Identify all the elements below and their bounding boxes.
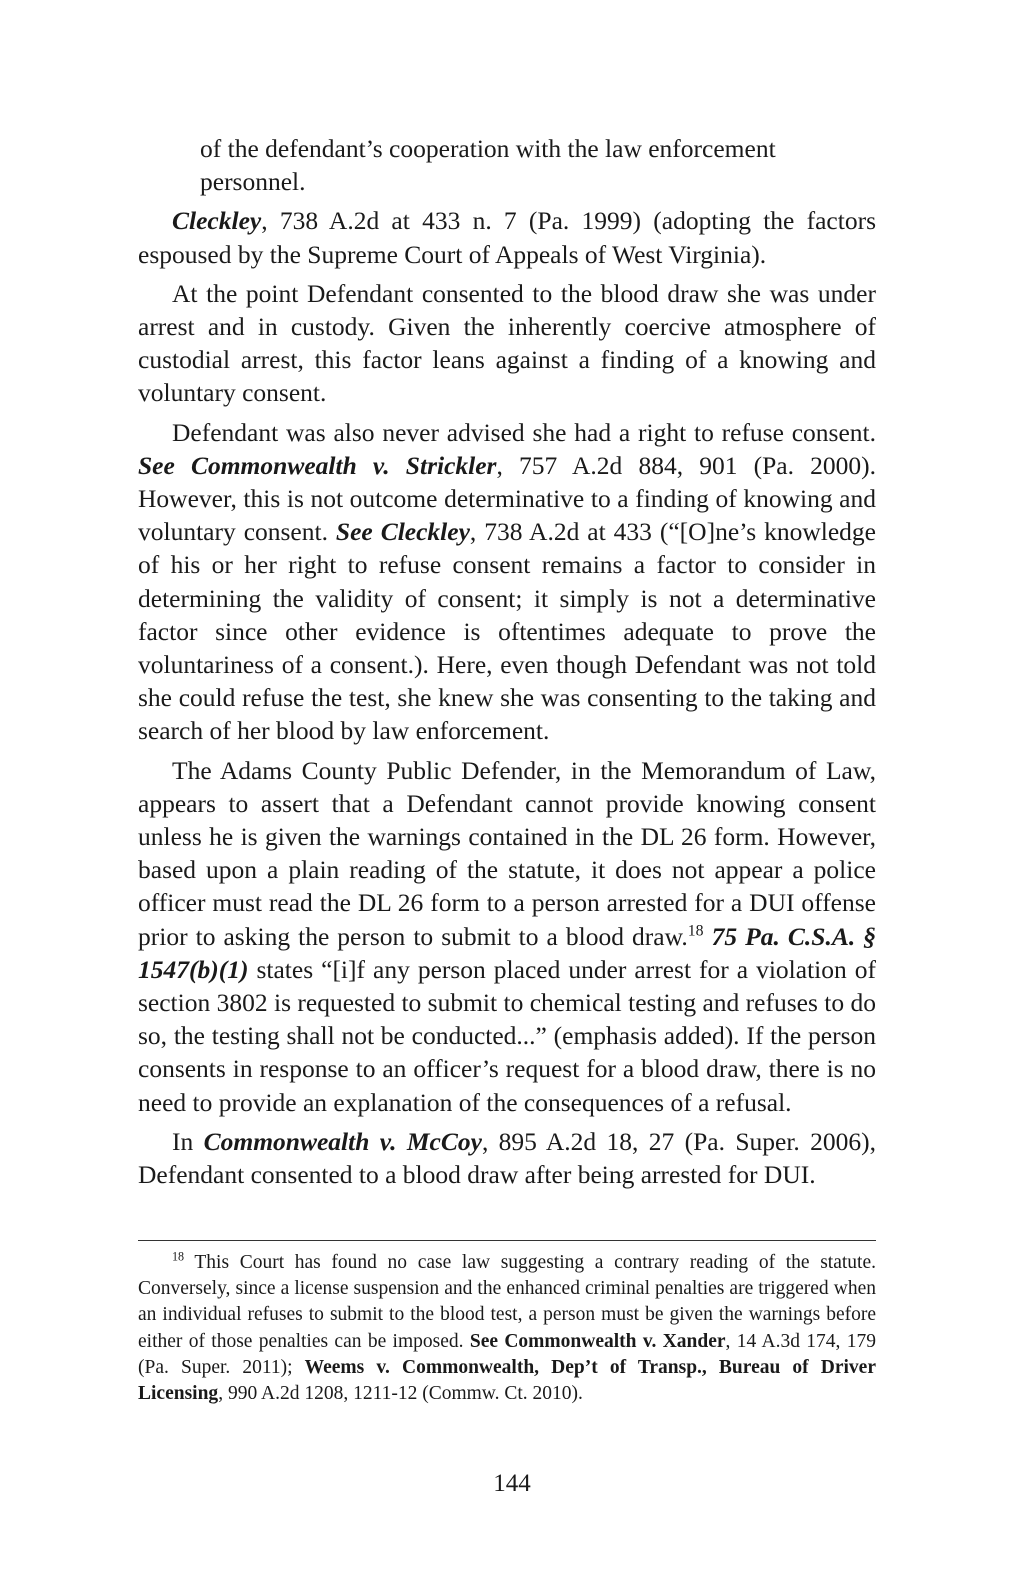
- quote-continuation: of the defendant’s cooperation with the law enforcement personnel.: [200, 134, 776, 197]
- footnote-text: , 990 A.2d 1208, 1211-12 (Commw. Ct. 2010).: [218, 1383, 583, 1405]
- paragraph-text: The Adams County Public Defender, in the Memorandum of Law, appears to assert that a Defendant cannot provide knowing consent unless he is given the warnings contained in the DL 26 form. However, based upon a plain reading of the statute, it does not appear a police officer must read the DL 26 form to a person arrested for a DUI offense prior to asking the person to submit to a blood draw.: [138, 755, 876, 951]
- footnote-text: This Court has found no case law suggesting a contrary reading of the statute. Conversely, since a license suspension and the enhanced criminal penalties are triggered when an individual refuses to submit to the blood test, a person must be given the warnings before either of those penalties can be imposed.: [138, 1252, 876, 1352]
- citation-text: , 738 A.2d at 433 n. 7 (Pa. 1999) (adopting the factors espoused by the Supreme Court of Appeals of West Virginia).: [138, 206, 876, 269]
- case-name: See Cleckley: [335, 517, 470, 547]
- case-name: Commonwealth v. McCoy: [203, 1126, 482, 1156]
- dl26-paragraph: [138, 754, 876, 1119]
- footnote-reference: 18: [687, 922, 704, 940]
- refusal-paragraph: [138, 416, 876, 748]
- footnote-number: 18: [172, 1249, 185, 1264]
- case-name: See Commonwealth v. Xander: [469, 1330, 726, 1352]
- paragraph-text: , 895 A.2d 18, 27 (Pa. Super. 2006), Defendant consented to a blood draw after being arrested for DUI.: [138, 1126, 877, 1190]
- statute-citation: 75 Pa. C.S.A. § 1547(b)(1): [138, 921, 876, 984]
- case-name: See Commonwealth v. Strickler: [138, 450, 497, 480]
- paragraph-text: , 757 A.2d 884, 901 (Pa. 2000). However, this is not outcome determinative to a finding of knowing and voluntary consent.: [138, 450, 876, 547]
- footnote: [138, 1250, 876, 1407]
- custody-paragraph: At the point Defendant consented to the blood draw she was under arrest and in custody. Given the inherently coercive atmosphere of custodial arrest, this factor leans against a finding of a knowing and voluntary consent.: [138, 278, 876, 408]
- paragraph-text: Defendant was also never advised she had a right to refuse consent.: [172, 417, 876, 447]
- mccoy-paragraph: [138, 1125, 876, 1191]
- case-name: Cleckley: [172, 206, 262, 236]
- footnote-divider: [138, 1240, 876, 1241]
- paragraph-text: , 738 A.2d at 433 (“[O]ne’s knowledge of his or her right to refuse consent remains a factor to consider in determining the validity of consent; it simply is not a determinative factor since other evidence is oftentimes adequate to prove the voluntariness of a consent.). Here, even though Defendant was not told she could refuse the test, she knew she was consenting to the taking and search of her blood by law enforcement.: [138, 517, 876, 746]
- citation-paragraph: [138, 204, 876, 270]
- paragraph-text: In: [172, 1126, 204, 1156]
- footnote-text: , 14 A.3d 174, 179 (Pa. Super. 2011);: [138, 1330, 876, 1378]
- body-text: [138, 132, 876, 1197]
- page-number: 144: [493, 1470, 531, 1497]
- case-name: Weems v. Commonwealth, Dep’t of Transp., Bureau of Driver Licensing: [138, 1356, 876, 1405]
- paragraph-text: states “[i]f any person placed under arrest for a violation of section 3802 is requested to submit to chemical testing and refuses to do so, the testing shall not be conducted...” (emphasis added). If the person consents in response to an officer’s request for a blood draw, there is no need to provide an explanation of the consequences of a refusal.: [138, 954, 876, 1117]
